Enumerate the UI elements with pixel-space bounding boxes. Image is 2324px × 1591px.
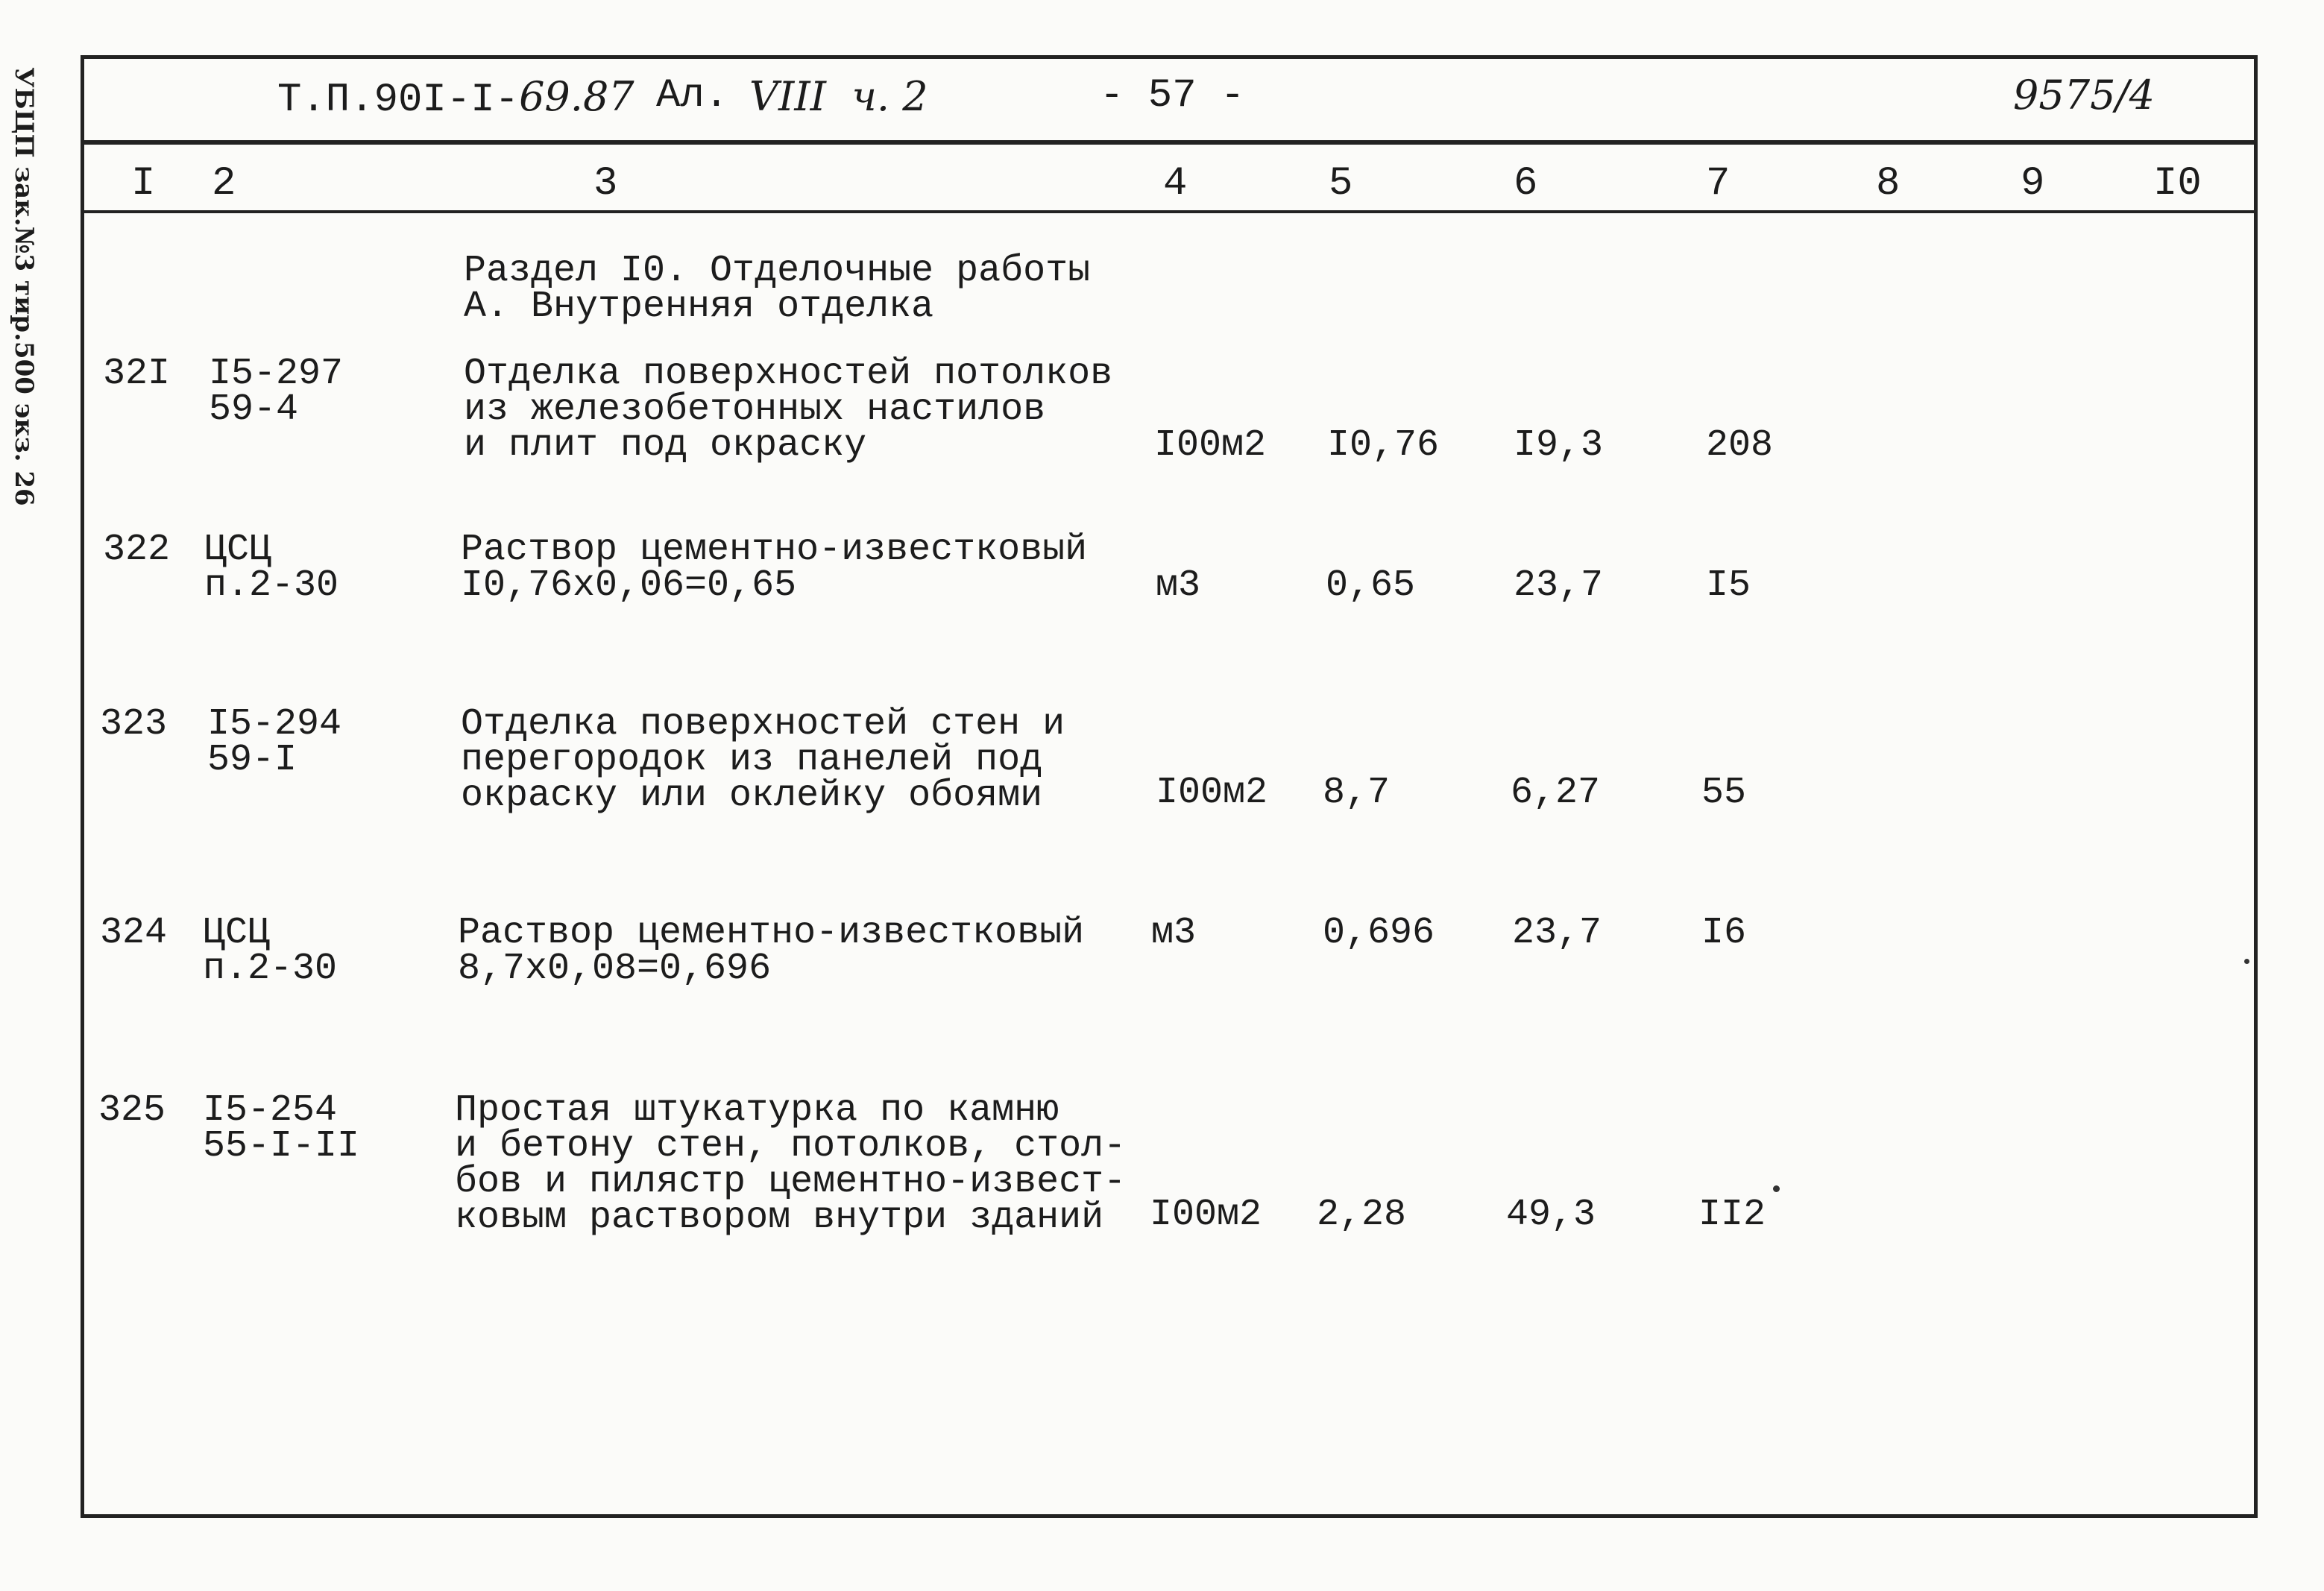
norm-code: 59-I — [207, 739, 297, 781]
scan-speck — [1773, 1185, 1780, 1192]
column-header-2: 2 — [212, 161, 236, 207]
unit: м3 — [1156, 564, 1201, 607]
page-number: - 57 - — [1100, 73, 1245, 119]
norm-code: I5-254 — [203, 1089, 338, 1132]
column-header-6: 6 — [1514, 161, 1538, 207]
quantity: 0,696 — [1323, 912, 1435, 954]
norm-code: 59-4 — [209, 388, 299, 431]
scan-speck — [2244, 959, 2249, 964]
unit: I00м2 — [1154, 424, 1267, 467]
work-description: I0,76x0,06=0,65 — [461, 564, 797, 607]
work-description: и плит под окраску — [464, 424, 867, 467]
work-description: Отделка поверхностей потолков — [464, 353, 1113, 395]
norm-code: 55-I-II — [203, 1125, 360, 1168]
unit-price: 23,7 — [1514, 564, 1604, 607]
column-header-3: 3 — [593, 161, 618, 207]
column-header-5: 5 — [1329, 161, 1353, 207]
work-description: из железобетонных настилов — [464, 388, 1046, 431]
album-label: Ал. — [656, 73, 729, 119]
column-header-7: 7 — [1706, 161, 1731, 207]
work-description: ковым раствором внутри зданий — [455, 1197, 1104, 1239]
column-header-10: I0 — [2153, 161, 2202, 207]
quantity: 8,7 — [1323, 772, 1391, 814]
document-code-printed: Т.П.90I-I- — [277, 78, 520, 123]
norm-code: ЦСЦ — [203, 912, 271, 954]
album-number-handwritten: VIII ч. 2 — [749, 73, 928, 120]
side-stamp-text: УБЦП зак.№3 тир.500 экз. 26 — [9, 67, 39, 506]
work-description: Отделка поверхностей стен и — [461, 703, 1065, 746]
header-rule — [81, 140, 2258, 145]
work-description: Простая штукатурка по камню — [455, 1089, 1059, 1132]
norm-code: I5-294 — [207, 703, 342, 746]
row-number: 325 — [98, 1089, 166, 1132]
work-description: 8,7x0,08=0,696 — [458, 948, 772, 990]
column-header-9: 9 — [2021, 161, 2045, 207]
total: I6 — [1701, 912, 1747, 954]
unit: I00м2 — [1150, 1194, 1262, 1236]
work-description: и бетону стен, потолков, стол- — [455, 1125, 1127, 1168]
norm-code: I5-297 — [209, 353, 344, 395]
work-description: окраску или оклейку обоями — [461, 775, 1043, 817]
norm-code: п.2-30 — [204, 564, 339, 607]
row-number: 322 — [103, 529, 171, 571]
column-header-1: I — [131, 161, 156, 207]
total: II2 — [1698, 1194, 1766, 1236]
work-description: перегородок из панелей под — [461, 739, 1043, 781]
work-description: Раствор цементно-известковый — [461, 529, 1088, 571]
total: 55 — [1701, 772, 1747, 814]
quantity: 2,28 — [1317, 1194, 1407, 1236]
total: 208 — [1706, 424, 1774, 467]
unit-price: I9,3 — [1514, 424, 1604, 467]
unit-price: 6,27 — [1511, 772, 1601, 814]
quantity: 0,65 — [1326, 564, 1416, 607]
column-header-8: 8 — [1876, 161, 1901, 207]
unit: I00м2 — [1156, 772, 1268, 814]
row-number: 32I — [103, 353, 171, 395]
section-title: Раздел I0. Отделочные работы — [464, 250, 1091, 292]
document-code — [277, 73, 634, 123]
section-subtitle: А. Внутренняя отделка — [464, 286, 934, 328]
row-number: 323 — [100, 703, 168, 746]
inventory-number-handwritten: 9575/4 — [2013, 72, 2155, 119]
row-number: 324 — [100, 912, 168, 954]
side-stamp — [3, 67, 48, 506]
norm-code: п.2-30 — [203, 948, 338, 990]
unit-price: 23,7 — [1512, 912, 1602, 954]
norm-code: ЦСЦ — [204, 529, 272, 571]
unit: м3 — [1151, 912, 1197, 954]
work-description: Раствор цементно-известковый — [458, 912, 1085, 954]
work-description: бов и пилястр цементно-извест- — [455, 1161, 1127, 1203]
column-header-4: 4 — [1163, 161, 1188, 207]
unit-price: 49,3 — [1506, 1194, 1596, 1236]
document-code-handwritten: 69.87 — [519, 73, 634, 120]
column-header-rule — [81, 210, 2258, 213]
quantity: I0,76 — [1327, 424, 1440, 467]
total: I5 — [1706, 564, 1751, 607]
